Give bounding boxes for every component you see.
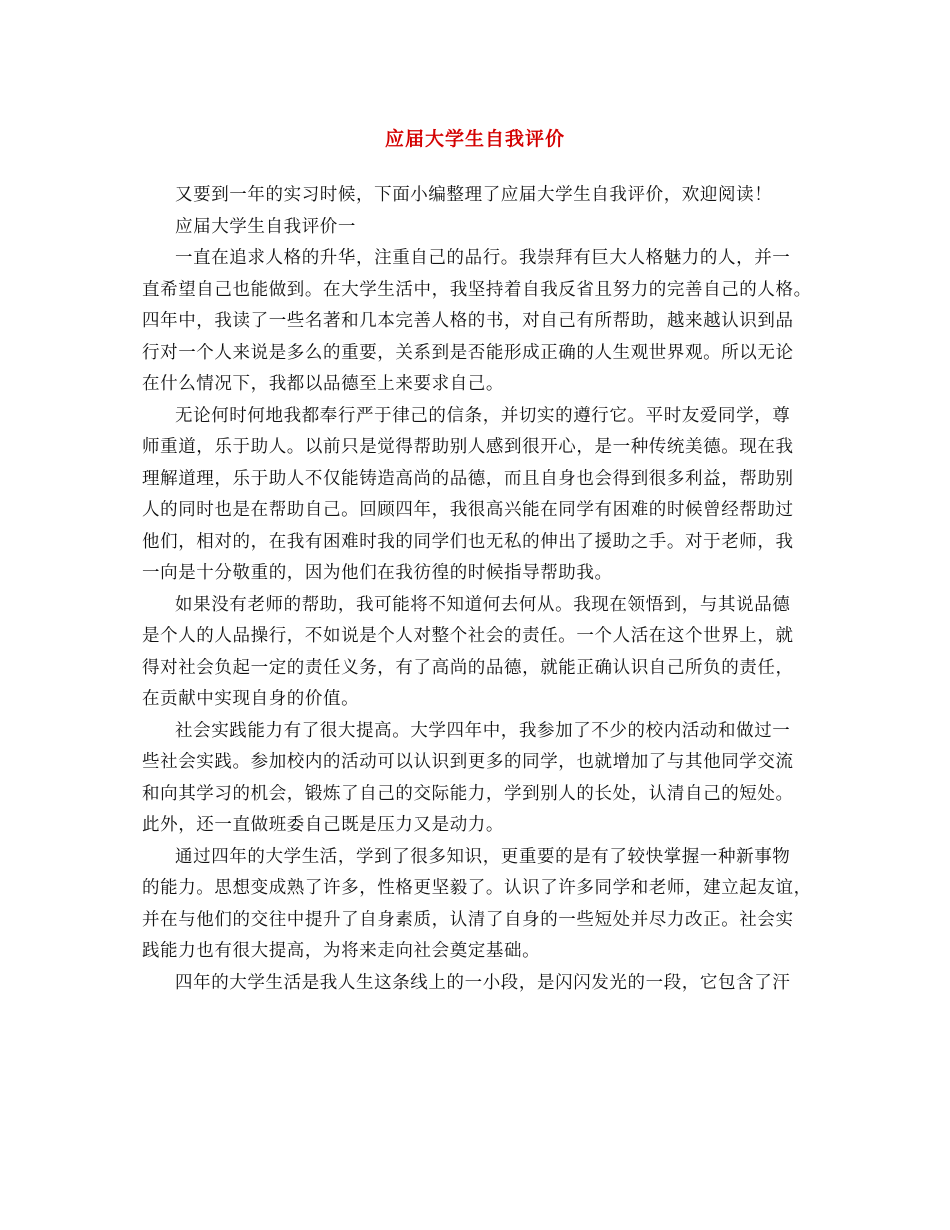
body-line: 践能力也有很大提高，为将来走向社会奠定基础。: [142, 941, 541, 961]
body-line: 人的同时也是在帮助自己。回顾四年，我很高兴能在同学有困难的时候曾经帮助过: [142, 500, 794, 520]
body-line: 些社会实践。参加校内的活动可以认识到更多的同学，也就增加了与其他同学交流: [142, 752, 794, 772]
body-line: 并在与他们的交往中提升了自身素质，认清了自身的一些短处并尽力改正。社会实: [142, 909, 794, 930]
body-line: 师重道，乐于助人。以前只是觉得帮助别人感到很开心，是一种传统美德。现在我: [142, 437, 794, 457]
body-line: 又要到一年的实习时候，下面小编整理了应届大学生自我评价，欢迎阅读！: [175, 185, 773, 205]
document-body: [142, 180, 822, 999]
body-line: 他们，相对的，在我有困难时我的同学们也无私的伸出了援助之手。对于老师，我: [142, 531, 794, 552]
body-line: 直希望自己也能做到。在大学生活中，我坚持着自我反省且努力的完善自己的人格。: [142, 279, 812, 300]
body-line: 在什么情况下，我都以品德至上来要求自己。: [142, 374, 504, 394]
body-line: 一向是十分敬重的，因为他们在我彷徨的时候指导帮助我。: [142, 563, 613, 583]
body-line: 无论何时何地我都奉行严于律己的信条，并切实的遵行它。平时友爱同学，尊: [175, 405, 791, 426]
body-line: 的能力。思想变成熟了许多，性格更坚毅了。认识了许多同学和老师，建立起友谊，: [142, 878, 812, 898]
body-line: 理解道理，乐于助人不仅能铸造高尚的品德，而且自身也会得到很多利益，帮助别: [142, 468, 794, 489]
body-line: 如果没有老师的帮助，我可能将不知道何去何从。我现在领悟到，与其说品德: [175, 594, 791, 615]
body-line: 和向其学习的机会，锻炼了自己的交际能力，学到别人的长处，认清自己的短处。: [142, 783, 794, 804]
body-line: 社会实践能力有了很大提高。大学四年中，我参加了不少的校内活动和做过一: [175, 720, 791, 741]
body-line: 在贡献中实现自身的价值。: [142, 689, 360, 709]
document-title: 应届大学生自我评价: [384, 128, 565, 150]
body-line: 一直在追求人格的升华，注重自己的品行。我崇拜有巨大人格魅力的人，并一: [175, 248, 791, 268]
body-line: 四年的大学生活是我人生这条线上的一小段，是闪闪发光的一段，它包含了汗: [175, 972, 791, 993]
body-line: 此外，还一直做班委自己既是压力又是动力。: [142, 815, 504, 835]
body-line: 四年中，我读了一些名著和几本完善人格的书，对自己有所帮助，越来越认识到品: [142, 311, 794, 331]
body-line: 通过四年的大学生活，学到了很多知识，更重要的是有了较快掌握一种新事物: [175, 846, 791, 867]
body-line: 得对社会负起一定的责任义务，有了高尚的品德，就能正确认识自己所负的责任，: [142, 657, 794, 678]
body-line: 应届大学生自我评价一: [175, 216, 356, 237]
body-line: 行对一个人来说是多么的重要，关系到是否能形成正确的人生观世界观。所以无论: [142, 342, 794, 363]
body-line: 是个人的人品操行，不如说是个人对整个社会的责任。一个人活在这个世界上，就: [142, 626, 794, 646]
